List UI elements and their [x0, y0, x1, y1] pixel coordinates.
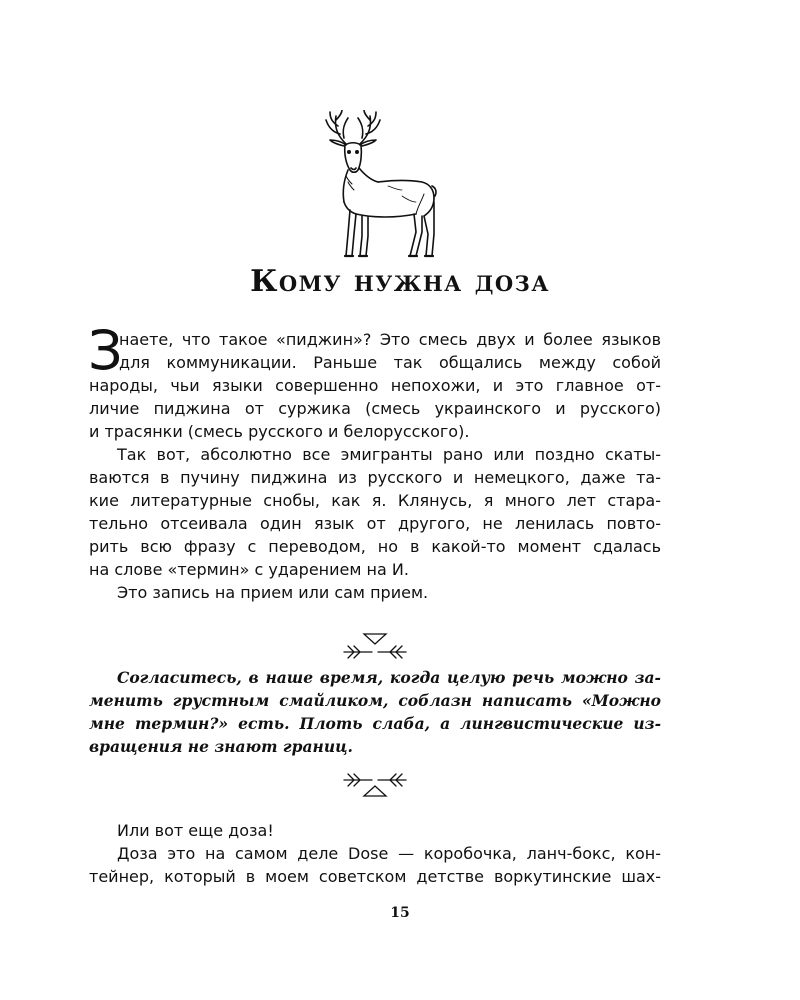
quote-line: Согласитесь, в наше время, когда целую речь можно за-: [117, 668, 661, 687]
paragraph-line: Это запись на прием или сам прием.: [117, 583, 429, 602]
paragraph-line: рить всю фразу с переводом, но в какой-то момент сдалась: [89, 537, 661, 556]
quote-line: вращения не знают границ.: [89, 737, 353, 756]
paragraph-line: и трасянки (смесь русского и белорусского).: [89, 422, 470, 441]
paragraph-line: кие литературные снобы, как я. Клянусь, я много лет стара-: [89, 491, 661, 510]
paragraph-line: ваются в пучину пиджина из русского и немецкого, даже та-: [89, 468, 661, 487]
ornament-divider-top: [340, 630, 410, 660]
quote-line: менить грустным смайликом, соблазн написать «Можно: [89, 691, 661, 710]
paragraph-line: для коммуникации. Раньше так общались между собой: [119, 353, 661, 372]
paragraph-line: на слове «термин» с ударением на И.: [89, 560, 409, 579]
paragraph-line: наете, что такое «пиджин»? Это смесь двух и более языков: [119, 330, 661, 349]
ornament-divider-bottom: [340, 770, 410, 800]
page-number: 15: [390, 905, 410, 921]
paragraph-line: личие пиджина от суржика (смесь украинского и русского): [89, 399, 661, 418]
paragraph-line: тейнер, который в моем советском детстве воркутинские шах-: [89, 867, 661, 886]
paragraph-line: Доза это на самом деле Dose — коробочка, ланч-бокс, кон-: [117, 844, 661, 863]
drop-cap: З: [88, 319, 123, 382]
paragraph-line: народы, чьи языки совершенно непохожи, и это главное от-: [89, 376, 661, 395]
paragraph-line: Или вот еще доза!: [117, 821, 274, 840]
paragraph-line: тельно отсеивала один язык от другого, не ленилась повто-: [89, 514, 661, 533]
quote-line: мне термин?» есть. Плоть слаба, а лингвистические из-: [89, 714, 661, 733]
chapter-title: Кому нужна доза: [250, 264, 550, 299]
paragraph-line: Так вот, абсолютно все эмигранты рано или поздно скаты-: [117, 445, 661, 464]
deer-illustration: [298, 110, 448, 260]
